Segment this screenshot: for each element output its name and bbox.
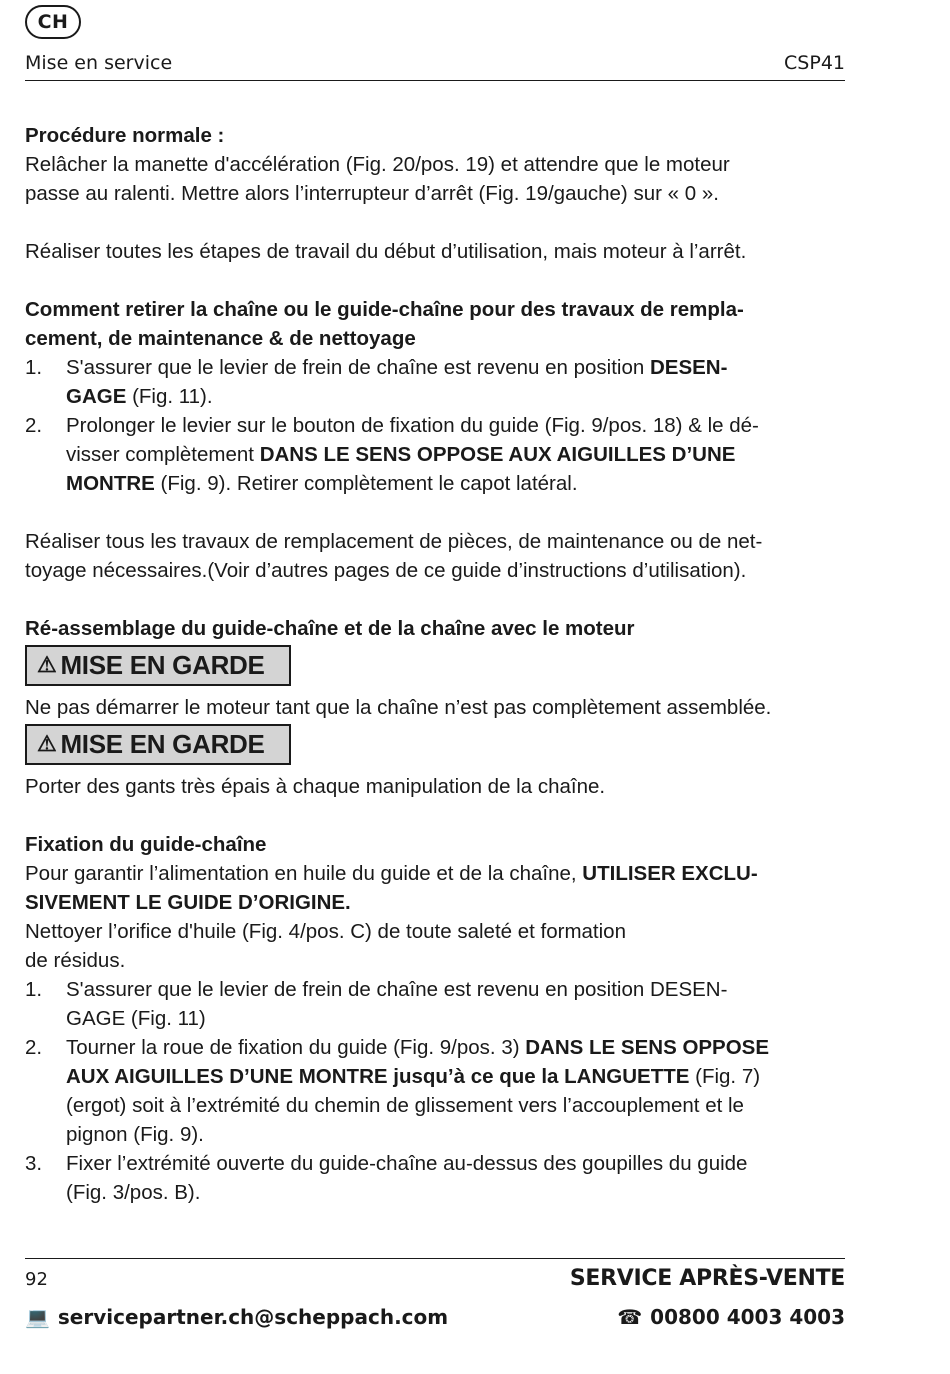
service-title: SERVICE APRÈS-VENTE [569,1266,845,1291]
phone-icon: ☎ [617,1305,643,1329]
bold-span: GAGE [66,385,127,408]
phone-text: 00800 4003 4003 [650,1305,845,1329]
text-line: pignon (Fig. 9). [66,1123,204,1146]
bold-span: MONTRE [66,472,155,495]
page-header [25,50,845,81]
text-line: Relâcher la manette d'accélération (Fig. 20/pos. 19) et attendre que le moteur [25,153,730,176]
text-line: toyage nécessaires.(Voir d’autres pages de ce guide d’instructions d’utilisation). [25,559,747,582]
page-number: 92 [25,1269,48,1290]
warning-text: Porter des gants très épais à chaque manipulation de la chaîne. [25,775,606,798]
warning-box [25,724,291,765]
bold-line: SIVEMENT LE GUIDE D’ORIGINE. [25,891,351,914]
list-item [25,1149,845,1207]
list-number: 1. [25,356,43,379]
text-line: S'assurer que le levier de frein de chaîne est revenu en position DESEN- [66,978,728,1001]
text-span: (Fig. 11). [126,385,213,408]
text-line: (ergot) soit à l’extrémité du chemin de glissement vers l’accouplement et le [66,1094,744,1117]
country-badge: CH [25,5,81,39]
fixation-heading: Fixation du guide-chaîne [25,833,267,856]
text-line: Fixer l’extrémité ouverte du guide-chaîne au-dessus des goupilles du guide [66,1152,748,1175]
list-number: 3. [25,1152,43,1175]
page-content [25,121,845,1207]
computer-icon: 💻 [25,1305,50,1329]
service-email[interactable] [25,1305,448,1329]
warning-label: MISE EN GARDE [60,729,265,759]
text-line: GAGE (Fig. 11) [66,1007,206,1030]
bold-span: DANS LE SENS OPPOSE [525,1036,770,1059]
procedure-heading: Procédure normale : [25,124,225,147]
text-span: S'assurer que le levier de frein de chaîne est revenu en position [66,356,650,379]
warning-text: Ne pas démarrer le moteur tant que la chaîne n’est pas complètement assemblée. [25,696,772,719]
list-number: 2. [25,1036,43,1059]
model-name: CSP41 [784,52,845,74]
bold-span: DANS LE SENS OPPOSE AUX AIGUILLES D’UNE [259,443,736,466]
warning-triangle-icon: ⚠ [37,731,57,756]
text-line: Nettoyer l’orifice d'huile (Fig. 4/pos. C) de toute saleté et formation [25,920,626,943]
text-line: Réaliser tous les travaux de remplacement de pièces, de maintenance ou de net- [25,530,763,553]
remove-heading: Comment retirer la chaîne ou le guide-chaîne pour des travaux de rempla- [25,298,744,321]
list-number: 1. [25,978,43,1001]
warning-box [25,645,291,686]
list-item [25,1033,845,1149]
text-span: (Fig. 9). Retirer complètement le capot latéral. [154,472,578,495]
footer-divider [25,1258,845,1259]
email-text[interactable]: servicepartner.ch@scheppach.com [57,1305,449,1329]
text-span: visser complètement [66,443,260,466]
section-title: Mise en service [25,52,173,74]
warning-label: MISE EN GARDE [60,650,265,680]
text-line: (Fig. 3/pos. B). [66,1181,201,1204]
text-line: Réaliser toutes les étapes de travail du début d’utilisation, mais moteur à l’arrêt. [25,240,747,263]
text-span: (Fig. 7) [689,1065,761,1088]
warning-triangle-icon: ⚠ [37,652,57,677]
bold-span: DESEN- [649,356,728,379]
list-item [25,353,845,411]
service-phone [617,1305,845,1329]
text-line: passe au ralenti. Mettre alors l’interrupteur d’arrêt (Fig. 19/gauche) sur « 0 ». [25,182,719,205]
text-span: Pour garantir l’alimentation en huile du guide et de la chaîne, [25,862,583,885]
text-line: Prolonger le levier sur le bouton de fixation du guide (Fig. 9/pos. 18) & le dé- [66,414,759,437]
bold-span: UTILISER EXCLU- [582,862,758,885]
text-span: Tourner la roue de fixation du guide (Fig. 9/pos. 3) [66,1036,526,1059]
list-number: 2. [25,414,43,437]
text-line: de résidus. [25,949,126,972]
remove-heading: cement, de maintenance & de nettoyage [25,327,416,350]
list-item [25,975,845,1033]
list-item [25,411,845,498]
reassembly-heading: Ré-assemblage du guide-chaîne et de la chaîne avec le moteur [25,617,635,640]
bold-span: AUX AIGUILLES D’UNE MONTRE jusqu’à ce que la LANGUETTE [66,1065,690,1088]
